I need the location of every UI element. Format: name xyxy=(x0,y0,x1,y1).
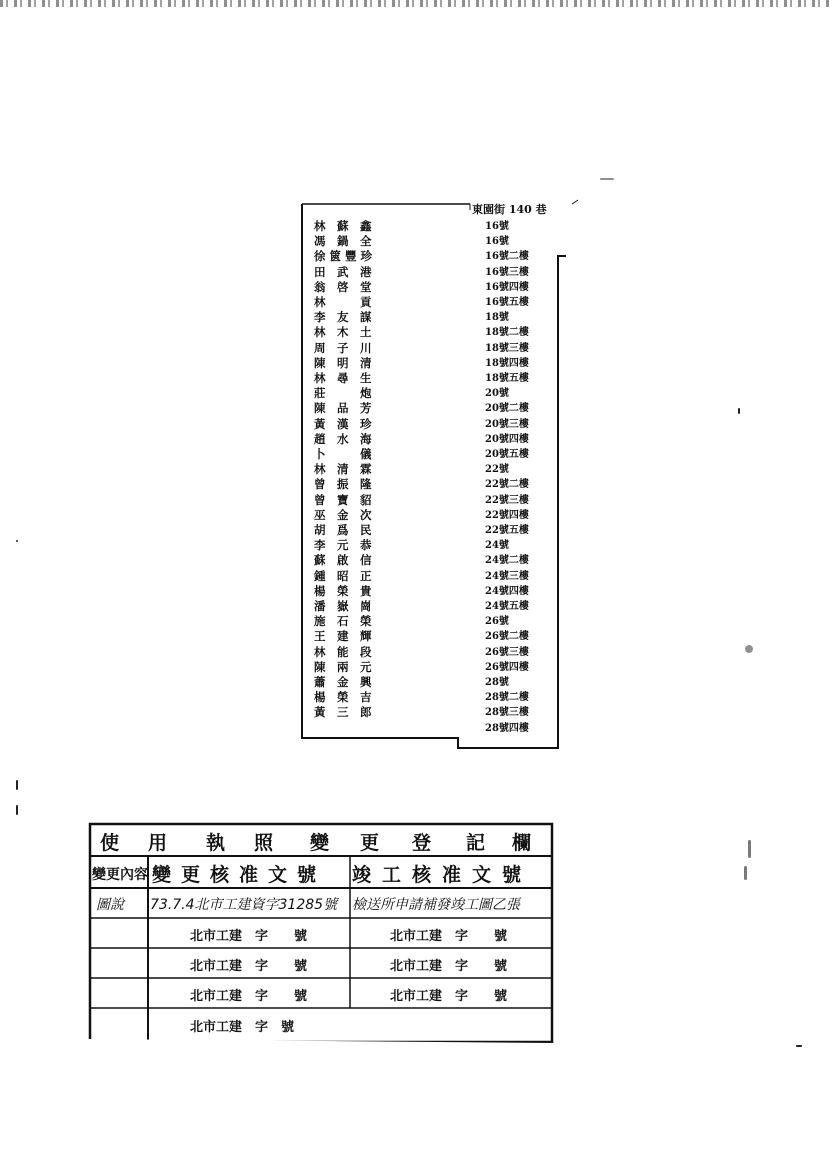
owner-name: 林 尋 生 xyxy=(314,371,372,385)
unit-address: 24號二樓 xyxy=(485,555,529,567)
roster-row xyxy=(288,721,578,736)
scan-speck xyxy=(748,840,751,858)
unit-address: 22號四樓 xyxy=(485,509,529,521)
roster-row xyxy=(288,523,578,538)
owner-name: 林 蘇 鑫 xyxy=(314,219,372,233)
title-char: 登 xyxy=(412,832,432,854)
unit-address: 18號五樓 xyxy=(485,373,529,384)
scan-speck xyxy=(745,645,753,653)
title-char: 記 xyxy=(466,832,486,854)
owner-name: 巫 金 次 xyxy=(314,507,372,522)
owner-name: 蘇 啟 信 xyxy=(314,553,372,568)
roster-row xyxy=(288,675,578,690)
owner-name: 鍾 昭 正 xyxy=(314,568,372,583)
unit-address: 20號二樓 xyxy=(485,403,529,415)
unit-address: 16號五樓 xyxy=(485,297,529,308)
unit-address: 22號二樓 xyxy=(485,479,529,491)
row-completion-approval-no: 北市工建 字 號 xyxy=(390,959,508,974)
unit-address: 18號三樓 xyxy=(485,342,529,354)
title-char: 欄 xyxy=(512,832,532,854)
owner-name: 黃 三 郎 xyxy=(314,705,372,720)
unit-address: 26號 xyxy=(485,616,509,628)
scan-noise-strip xyxy=(0,0,832,7)
owner-name: 蕭 金 興 xyxy=(314,675,372,689)
roster-header-row xyxy=(288,202,578,217)
row-change-approval-no: 北市工建 字 號 xyxy=(190,1020,295,1035)
row-change-content: 圖說 xyxy=(96,897,124,913)
owner-name: 徐 篋 豐 珍 xyxy=(314,249,373,264)
roster-row xyxy=(288,569,578,584)
row-completion-approval-no: 檢送所申請補發竣工圖乙張 xyxy=(352,897,520,913)
owner-name: 黃 漢 珍 xyxy=(314,416,372,431)
owner-name: 楊 榮 吉 xyxy=(314,690,372,705)
unit-address: 16號三樓 xyxy=(485,266,529,278)
unit-address: 26號三樓 xyxy=(485,646,529,658)
unit-address: 20號四樓 xyxy=(485,433,529,445)
roster-row xyxy=(288,508,578,523)
owner-name: 潘 嶽 崗 xyxy=(314,599,372,613)
roster-row xyxy=(288,310,578,325)
owner-name: 趙 水 海 xyxy=(314,431,372,446)
row-change-approval-no: 北市工建 字 號 xyxy=(190,959,308,974)
unit-address: 24號四樓 xyxy=(485,585,529,597)
unit-address: 16號 xyxy=(485,221,509,232)
roster-row xyxy=(288,645,578,660)
roster-row xyxy=(288,584,578,599)
unit-address: 28號二樓 xyxy=(485,692,529,704)
roster-row xyxy=(288,417,578,432)
row-change-approval-no: 73.7.4北市工建資字31285號 xyxy=(150,897,338,913)
roster-row xyxy=(288,356,578,371)
unit-address: 22號 xyxy=(485,464,509,476)
scan-speck xyxy=(738,408,740,414)
owner-name: 田 武 港 xyxy=(314,264,372,279)
roster-row xyxy=(288,705,578,720)
owner-name: 李 友 謀 xyxy=(314,310,372,325)
roster-row xyxy=(288,234,578,249)
owner-name: 胡 爲 民 xyxy=(314,523,372,537)
roster-row xyxy=(288,660,578,675)
unit-address: 20號三樓 xyxy=(485,418,529,430)
header-change-approval-no: 變更核准文號 xyxy=(152,864,327,886)
roster-row xyxy=(288,462,578,477)
unit-address: 16號 xyxy=(485,236,509,248)
unit-address: 28號 xyxy=(485,677,509,688)
owner-name: 林 木 土 xyxy=(314,325,372,340)
owner-name: 陳 品 芳 xyxy=(314,401,372,416)
roster-row xyxy=(288,280,578,295)
owner-name: 林 能 段 xyxy=(314,644,372,659)
unit-address: 28號四樓 xyxy=(485,722,529,734)
owner-name: 林 貢 xyxy=(314,295,372,309)
unit-address: 24號三樓 xyxy=(485,570,529,582)
unit-address: 18號 xyxy=(485,312,509,324)
owner-name: 林 清 霖 xyxy=(314,462,372,477)
roster-row xyxy=(288,599,578,614)
unit-address: 20號 xyxy=(485,388,509,400)
unit-address: 24號五樓 xyxy=(485,601,529,612)
unit-address: 18號二樓 xyxy=(485,327,529,339)
roster-row xyxy=(288,371,578,386)
row-completion-approval-no: 北市工建 字 號 xyxy=(390,929,508,944)
roster-row xyxy=(288,690,578,705)
title-char: 用 xyxy=(148,832,168,854)
owner-name: 曾 振 隆 xyxy=(314,477,372,492)
owner-name: 李 元 恭 xyxy=(314,538,372,553)
roster-row xyxy=(288,219,578,234)
unit-address: 28號三樓 xyxy=(485,707,529,719)
row-completion-approval-no: 北市工建 字 號 xyxy=(390,989,508,1004)
roster-row xyxy=(288,477,578,492)
roster-row xyxy=(288,265,578,280)
title-char: 更 xyxy=(360,832,380,854)
title-char: 執 xyxy=(206,832,226,854)
roster-row xyxy=(288,432,578,447)
scan-speck xyxy=(744,866,747,880)
title-char: 使 xyxy=(100,832,120,854)
roster-row xyxy=(288,629,578,644)
roster-row xyxy=(288,538,578,553)
owner-name: 卜 儀 xyxy=(314,447,372,461)
unit-address: 26號四樓 xyxy=(485,661,529,673)
owner-name: 莊 炮 xyxy=(314,386,372,401)
title-char: 變 xyxy=(310,832,330,854)
roster-row xyxy=(288,493,578,508)
roster-row xyxy=(288,325,578,340)
roster-row xyxy=(288,386,578,401)
row-change-approval-no: 北市工建 字 號 xyxy=(190,929,308,944)
unit-address: 20號五樓 xyxy=(485,449,529,460)
unit-address: 18號四樓 xyxy=(485,357,529,369)
owner-name: 曾 寶 貂 xyxy=(314,492,372,507)
unit-address: 22號三樓 xyxy=(485,494,529,506)
owner-name: 施 石 榮 xyxy=(314,614,372,629)
row-change-approval-no: 北市工建 字 號 xyxy=(190,989,308,1004)
owner-name: 陳 兩 元 xyxy=(314,659,372,674)
roster-row xyxy=(288,614,578,629)
unit-address: 16號二樓 xyxy=(485,251,529,263)
header-change-content: 變更內容 xyxy=(92,867,148,883)
roster-row xyxy=(288,553,578,568)
scan-speck xyxy=(796,1045,802,1047)
unit-address: 16號四樓 xyxy=(485,281,529,293)
roster-row xyxy=(288,447,578,462)
roster-row xyxy=(288,341,578,356)
scan-speck xyxy=(16,540,18,542)
owner-name: 王 建 輝 xyxy=(314,629,372,644)
header-completion-approval-no: 竣工核准文號 xyxy=(352,864,533,886)
owner-name: 楊 榮 貴 xyxy=(314,583,372,598)
roster-row xyxy=(288,401,578,416)
unit-address: 26號二樓 xyxy=(485,631,529,643)
scan-speck xyxy=(16,805,18,815)
owner-name: 周 子 川 xyxy=(314,340,372,355)
usage-permit-change-table xyxy=(88,824,554,1046)
scan-speck xyxy=(600,178,614,180)
owner-name: 陳 明 清 xyxy=(314,355,372,370)
unit-address: 22號五樓 xyxy=(485,525,529,536)
roster-row xyxy=(288,295,578,310)
owner-name: 馮 鍋 全 xyxy=(314,234,372,249)
roster-row xyxy=(288,249,578,264)
title-char: 照 xyxy=(254,832,274,854)
scan-speck xyxy=(16,780,18,790)
street-header: 東園街 140 巷 xyxy=(472,203,547,216)
owner-roster xyxy=(288,196,578,752)
owner-name: 翁 啓 堂 xyxy=(314,279,372,294)
unit-address: 24號 xyxy=(485,540,509,552)
